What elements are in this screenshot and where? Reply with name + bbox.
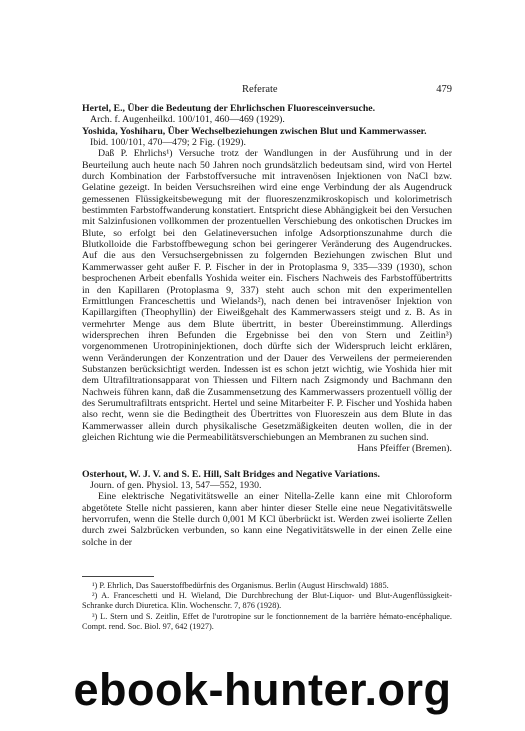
review-paragraph: Eine elektrische Negativitätswelle an einer Nitella-Zelle kann eine mit Chloroform abgetötete Stelle nicht passieren, kann aber hinter dieser Stelle eine neue Negativitätswelle hervorrufen, wenn die Stelle durch 0,001 M KCl überbrückt ist. Werden zwei isolierte Zellen durch zwei Salzbrücken verbunden, so kann eine Negativitätswelle in der einen Zelle eine solche in der: [82, 491, 452, 548]
footnote: ¹) P. Ehrlich, Das Sauerstoffbedürfnis des Organismus. Berlin (August Hirschwald) 1885.: [92, 581, 389, 590]
entry-source: Arch. f. Augenheilkd. 100/101, 460—469 (1929).: [90, 114, 285, 126]
running-title: Referate: [242, 84, 278, 95]
footnote: ³) L. Stern und S. Zeitlin, Effet de l'urotropine sur le fonctionnement de la barrière hémato-encéphalique. Compt. rend. Soc. Biol. 97, 642 (1927).: [82, 611, 452, 631]
entry-source: Ibid. 100/101, 470—479; 2 Fig. (1929).: [90, 137, 246, 149]
footnote-rule: [82, 576, 154, 577]
page-number: 479: [436, 84, 452, 95]
footnote: ²) A. Franceschetti und H. Wieland, Die Durchbrechung der Blut-Liquor- und Blut-Augenflüssigkeit-Schranke durch Diuretica. Klin. Wochenschr. 7, 876 (1928).: [82, 591, 452, 611]
watermark-logo: ebook-hunter.org: [73, 664, 452, 715]
entry-title: Hertel, E., Über die Bedeutung der Ehrlichschen Fluoresceinversuche.: [82, 103, 376, 114]
entry-title: Osterhout, W. J. V. and S. E. Hill, Salt Bridges and Negative Variations.: [82, 468, 380, 480]
entry-source: Journ. of gen. Physiol. 13, 547—552, 1930.: [90, 480, 262, 491]
review-paragraph: Daß P. Ehrlichs¹) Versuche trotz der Wandlungen in der Ausführung und in der Beurteilung auch heute nach 50 Jahren noch grundsätzlich bedeutsam sind, wird von Hertel durch Kombination der Farbstoffversuche mit intravenösen Injektionen von NaCl bzw. Gelatine gezeigt. In beiden Versuchsreihen wird eine enge Verbindung der als Augendruck gemessenen Flüssigkeitsbewegung mit der fluoreszenzmikroskopisch und kolorimetrisch bestimmten Farbstoffwanderung konstatiert. Entspricht diese Abhängigkeit bei den Versuchen mit Salzinfusionen vollkommen der prozentuellen Verschiebung des onkotischen Druckes im Blute, so erfolgt bei den Gelatineversuchen infolge Adsorptionszunahme durch die Blutkolloide die Farbstoffbewegung schon bei geringerer Veränderung des Augendruckes. Auf die aus den Versuchsergebnissen zu folgernden Beziehungen zwischen Blut und Kammerwasser geht außer F. P. Fischer in der in Protoplasma 9, 335—339 (1930), schon besprochenen Arbeit ebenfalls Yoshida weiter ein. Fischers Nachweis des Farbstoffübertritts in den Kapillaren (Protoplasma 9, 337) steht auch schon mit den experimentellen Ermittlungen Franceschettis und Wielands²), nach denen bei intravenöser Injektion von Kapillargiften (Theophyllin) der Eiweißgehalt des Kammerwassers steigt und z. B. As in vermehrter Menge aus dem Blute übertritt, in bester Übereinstimmung. Allerdings widersprechen ihren Befunden die Ergebnisse bei den von Stern und Zeitlin³) vorgenommenen Urotropininjektionen, doch dürfte sich der Widerspruch leicht erklären, wenn Veränderungen der Konzentration und der Dauer des Verweilens der permeierenden Substanzen berücksichtigt werden. Indessen ist es schon jetzt wichtig, wie Yoshida hier mit dem Ultrafiltrationsapparat von Thiessen und Filtern nach Zsigmondy und Bachmann den Nachweis führen kann, daß die Zusammensetzung des Kammerwassers prozentuell völlig der des Serumultrafiltrats entspricht. Hertel und seine Mitarbeiter F. P. Fischer und Yoshida haben also recht, wenn sie die Bedingtheit des Übertrittes von Fluoreszein aus dem Blute in das Kammerwasser allein durch physikalische Gesetzmäßigkeiten deuten wollen, die in der gleichen Richtung wie die Permeabilitätsverschiebungen an Membranen zu suchen sind.: [82, 148, 452, 443]
page-body: [82, 103, 452, 548]
reviewer-signature: Hans Pfeiffer (Bremen).: [357, 443, 452, 455]
footnotes: [82, 576, 452, 632]
entry-title: Yoshida, Yoshiharu, Über Wechselbeziehungen zwischen Blut und Kammerwasser.: [82, 125, 427, 137]
